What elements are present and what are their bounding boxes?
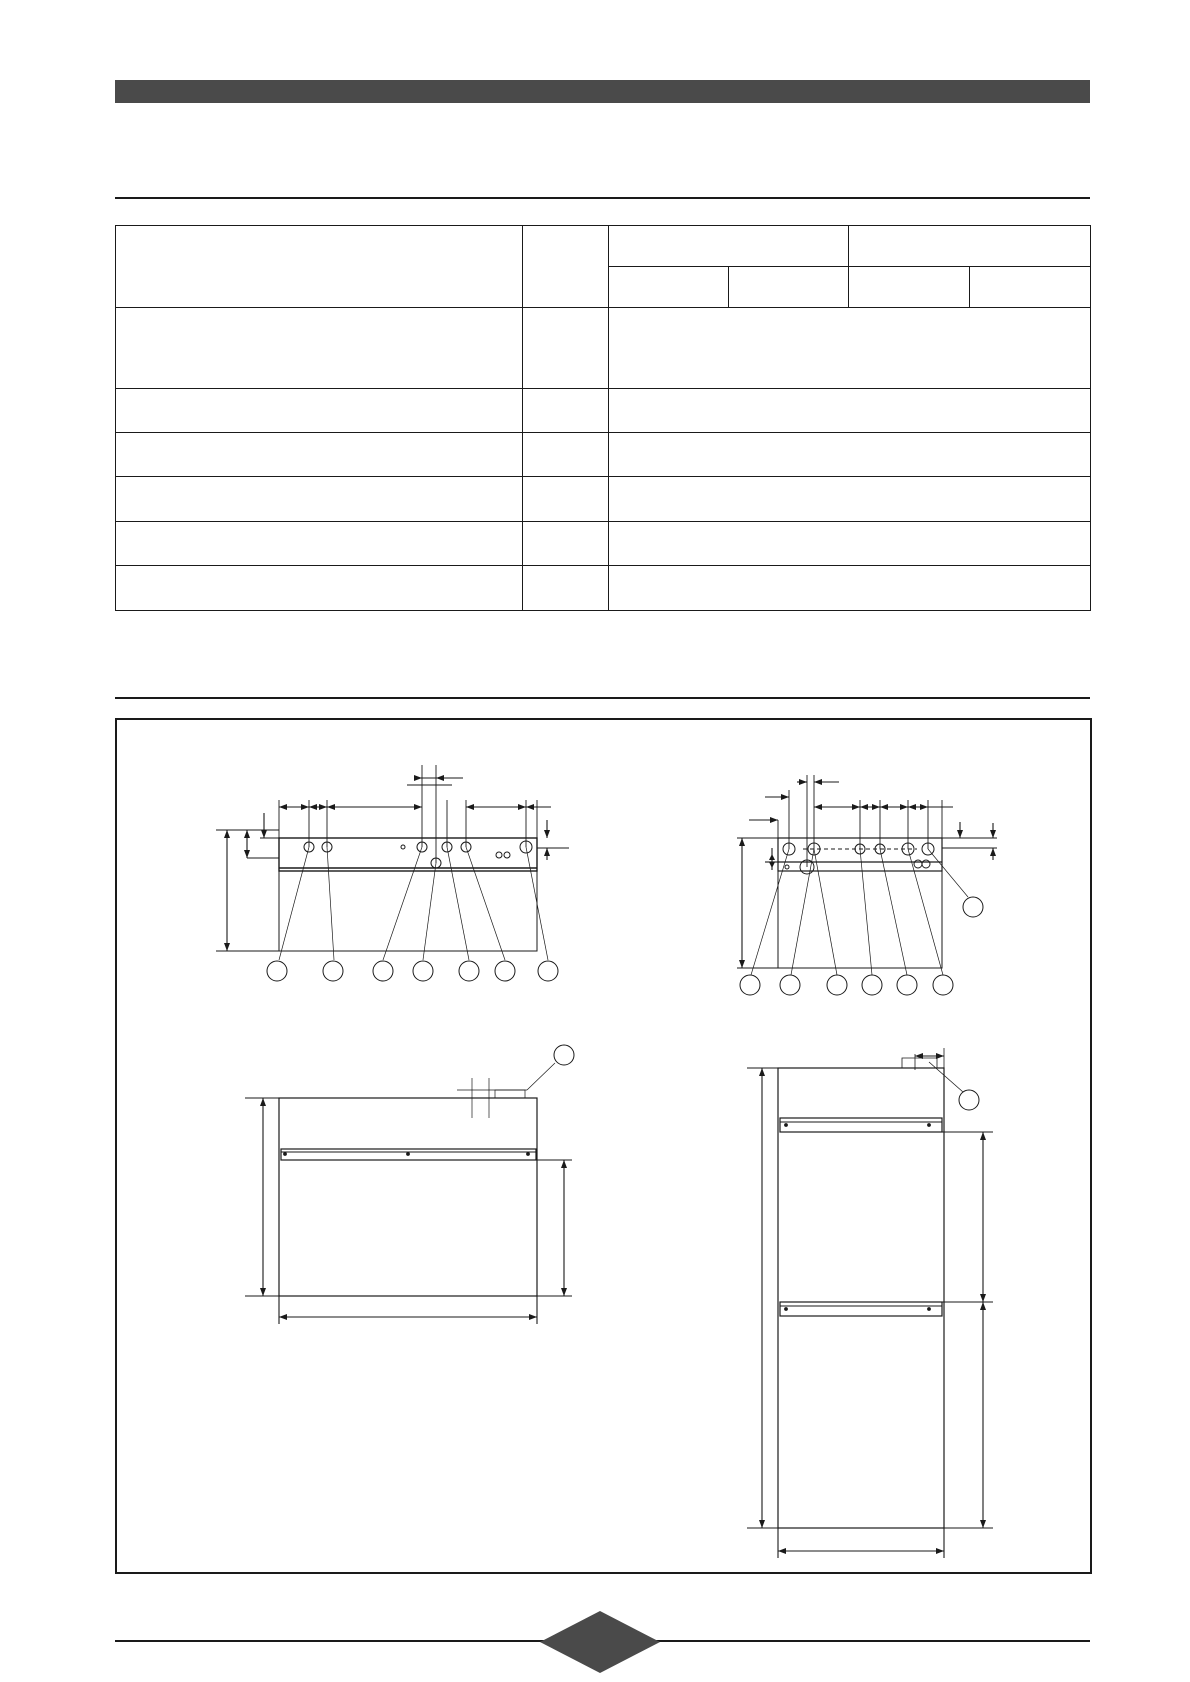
callout-circle — [267, 961, 287, 981]
row-value — [609, 433, 1091, 477]
callout-circle — [323, 961, 343, 981]
row-value — [609, 522, 1091, 566]
installation-drawings — [117, 720, 1090, 1572]
table-header-group-b — [849, 226, 1091, 267]
row-label — [116, 566, 523, 611]
row-label — [116, 308, 523, 389]
table-header-label — [116, 226, 523, 308]
table-header-group-a — [609, 226, 849, 267]
row-unit — [523, 433, 609, 477]
row-value — [609, 477, 1091, 522]
row-label — [116, 389, 523, 433]
table-row — [116, 308, 1091, 389]
view-front-strip — [216, 765, 569, 981]
row-unit — [523, 566, 609, 611]
row-unit — [523, 477, 609, 522]
section-rule-top — [115, 197, 1090, 199]
row-value — [609, 566, 1091, 611]
callout-circle — [538, 961, 558, 981]
table-row — [116, 566, 1091, 611]
row-label — [116, 477, 523, 522]
table-row — [116, 522, 1091, 566]
callout-circle — [959, 1090, 979, 1110]
table-row — [116, 389, 1091, 433]
view-side-strip — [737, 775, 997, 995]
view-single-cabinet — [245, 1045, 574, 1324]
callout-circle — [459, 961, 479, 981]
figure-box — [115, 718, 1092, 1574]
table-subheader-b1 — [849, 267, 970, 308]
callout-circle — [862, 975, 882, 995]
row-value — [609, 389, 1091, 433]
table-header-unit — [523, 226, 609, 308]
callout-circle — [554, 1045, 574, 1065]
callout-circle — [373, 961, 393, 981]
table-subheader-a2 — [729, 267, 849, 308]
row-unit — [523, 308, 609, 389]
table-subheader-b2 — [970, 267, 1091, 308]
table-row — [116, 477, 1091, 522]
callout-circle — [413, 961, 433, 981]
row-label — [116, 522, 523, 566]
table-row — [116, 433, 1091, 477]
callout-circle — [780, 975, 800, 995]
page-number-marker — [540, 1611, 660, 1673]
table-subheader-a1 — [609, 267, 729, 308]
row-value — [609, 308, 1091, 389]
row-label — [116, 433, 523, 477]
spec-table — [115, 225, 1091, 611]
callout-circle — [495, 961, 515, 981]
section-rule-figures — [115, 697, 1090, 699]
callout-circle — [827, 975, 847, 995]
row-unit — [523, 389, 609, 433]
header-bar — [115, 80, 1090, 103]
view-tall-cabinet — [747, 1048, 993, 1558]
callout-circle — [740, 975, 760, 995]
callout-circle — [897, 975, 917, 995]
row-unit — [523, 522, 609, 566]
callout-circle — [933, 975, 953, 995]
callout-circle — [963, 897, 983, 917]
